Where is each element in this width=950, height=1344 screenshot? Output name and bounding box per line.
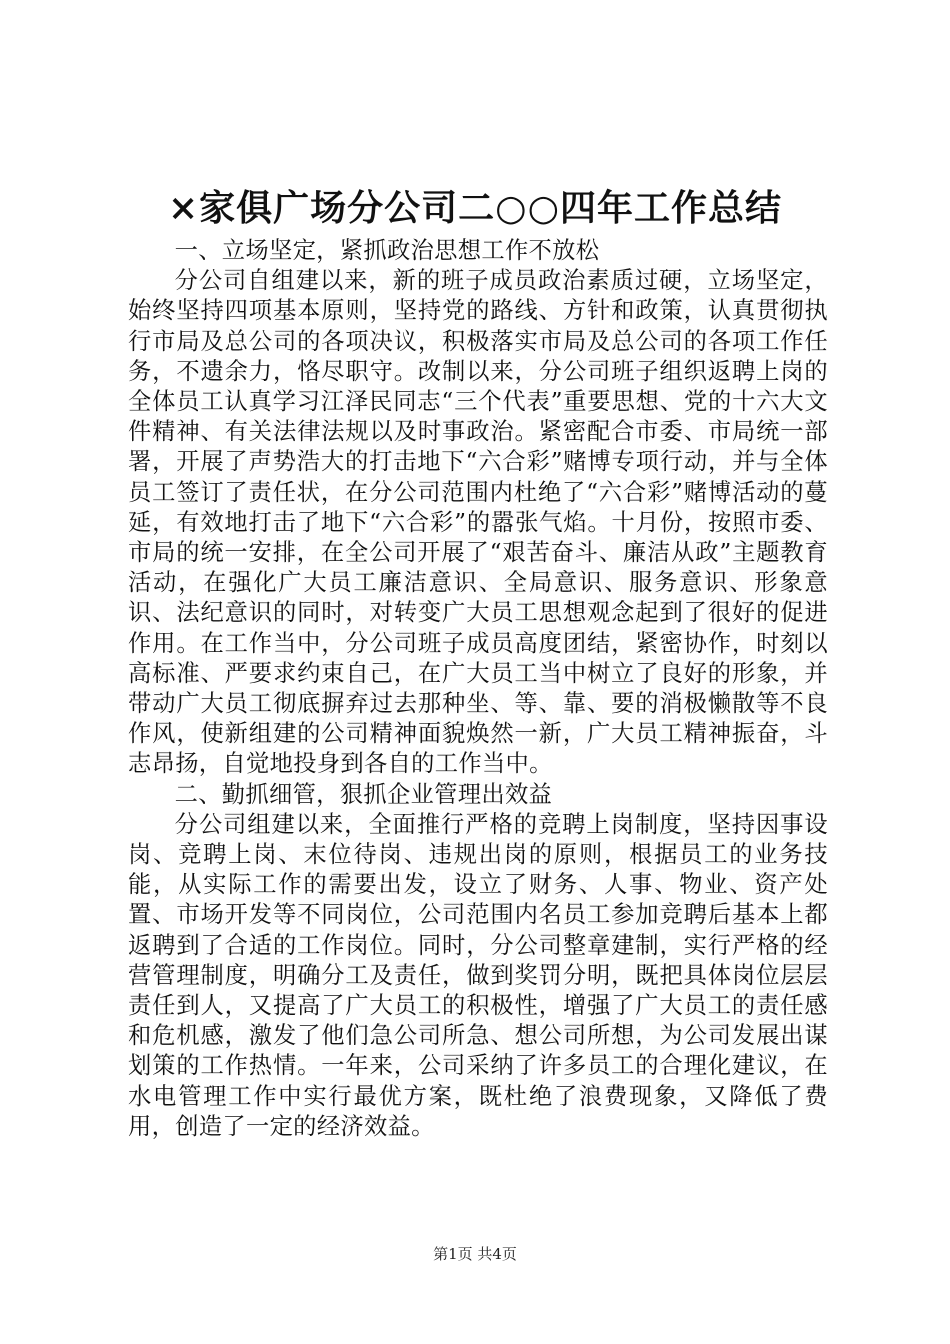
- document-title: ×家俱广场分公司二○○四年工作总结: [168, 187, 782, 229]
- section-heading-2: 二、勤抓细管，狠抓企业管理出效益: [174, 780, 553, 808]
- page-footer: [0, 1244, 950, 1264]
- page-number-indicator: 第1页 共4页: [433, 1245, 517, 1263]
- section-paragraph-2: 分公司组建以来，全面推行严格的竞聘上岗制度，坚持因事设岗、竞聘上岗、末位待岗、违规出岗的原则，根据员工的业务技能，从实际工作的需要出发，设立了财务、人事、物业、资产处置、市场开发等不同岗位，公司范围内名员工参加竞聘后基本上都返聘到了合适的工作岗位。同时，分公司整章建制，实行严格的经营管理制度，明确分工及责任，做到奖罚分明，既把具体岗位层层责任到人，又提高了广大员工的积极性，增强了广大员工的责任感和危机感，激发了他们急公司所急、想公司所想，为公司发展出谋划策的工作热情。一年来，公司采纳了许多员工的合理化建议，在水电管理工作中实行最优方案，既杜绝了浪费现象，又降低了费用，创造了一定的经济效益。: [128, 810, 828, 1140]
- document-body: [128, 236, 828, 1142]
- section-paragraph-1: 分公司自组建以来，新的班子成员政治素质过硬，立场坚定，始终坚持四项基本原则，坚持党的路线、方针和政策，认真贯彻执行市局及总公司的各项决议，积极落实市局及总公司的各项工作任务，不遗余力，恪尽职守。改制以来，分公司班子组织返聘上岗的全体员工认真学习江泽民同志“三个代表”重要思想、党的十六大文件精神、有关法律法规以及时事政治。紧密配合市委、市局统一部署，开展了声势浩大的打击地下“六合彩”赌博专项行动，并与全体员工签订了责任状，在分公司范围内杜绝了“六合彩”赌博活动的蔓延，有效地打击了地下“六合彩”的嚣张气焰。十月份，按照市委、市局的统一安排，在全公司开展了“艰苦奋斗、廉洁从政”主题教育活动，在强化广大员工廉洁意识、全局意识、服务意识、形象意识、法纪意识的同时，对转变广大员工思想观念起到了很好的促进作用。在工作当中，分公司班子成员高度团结，紧密协作，时刻以高标准、严要求约束自己，在广大员工当中树立了良好的形象，并带动广大员工彻底摒弃过去那种坐、等、靠、要的消极懒散等不良作风，使新组建的公司精神面貌焕然一新，广大员工精神振奋，斗志昂扬，自觉地投身到各自的工作当中。: [128, 267, 828, 778]
- section-heading-1: 一、立场坚定，紧抓政治思想工作不放松: [174, 237, 600, 264]
